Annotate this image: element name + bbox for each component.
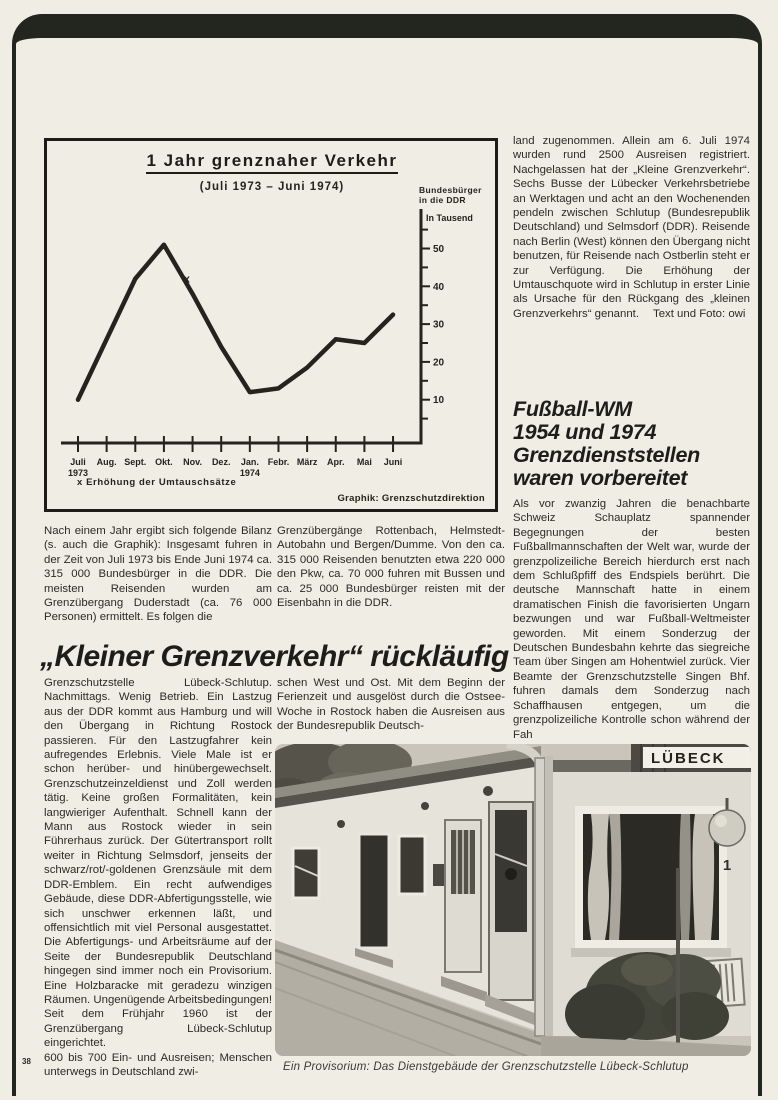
x-tick-label: Dez.: [211, 457, 231, 467]
y-tick-label: 50: [433, 244, 445, 255]
x-tick-label: Apr.: [327, 457, 345, 467]
x-tick-label: Sept.: [124, 457, 147, 467]
x-tick-label: Jan.: [240, 457, 259, 467]
y-tick-label: 40: [433, 281, 445, 293]
intro-column-3: [513, 134, 750, 321]
x-tick-label: Aug.: [96, 457, 117, 467]
luebeck-sign-text: LÜBECK: [651, 750, 726, 767]
intro-paragraph-right: land zugenommen. Allein am 6. Juli 1974 wurden rund 2500 Ausreisen registriert. Nachgelassen hat der „Kleine Grenzverkehr“. Sechs Busse der Lübecker Verkehrsbetriebe an Werktagen und acht an den Wochenenden pendeln zwischen Schlutup (Bundesrepublik Deutschland) und Selmsdorf (DDR). Reisende nach Berlin (West) können den Übergang nicht benutzen, für Reisende nach Ostberlin steht er zur Verfügung. Die Erhöhung der Umtauschquote wird in Schlutup in erster Linie als Ursache für den Rückgang des „kleinen Grenzverkehrs“ genannt. Text und Foto: owi: [513, 135, 750, 320]
photo-caption: Ein Provisorium: Das Dienstgebäude der Grenzschutzstelle Lübeck-Schlutup: [283, 1061, 689, 1073]
downpipe: [535, 758, 545, 1036]
page-number: 38: [22, 1057, 31, 1066]
x-tick-label: Okt.: [155, 457, 173, 467]
door-left-1: [359, 834, 389, 948]
exchange-rate-marker: x: [183, 273, 190, 286]
pole: [676, 868, 680, 1056]
chart-footnote: x Erhöhung der Umtauschsätze: [77, 477, 237, 488]
x-tick-label: Nov.: [183, 457, 202, 467]
chart-title: 1 Jahr grenznaher Verkehr: [57, 151, 487, 171]
article2-headline: Fußball-WM 1954 und 1974 Grenzdienststellen waren vorbereitet: [513, 397, 700, 490]
chart-y-axis-unit: In Tausend: [426, 213, 473, 223]
chart-subtitle: (Juli 1973 – Juni 1974): [199, 181, 345, 193]
y-tick-label: 10: [433, 395, 445, 407]
article2-body: Als vor zwanzig Jahren die benachbarte Schweiz Schauplatz spannender Begegnungen der besten Fußballmannschaften der Welt war, wurde der grenzpolizeiliche Bereich hierdurch erst nach dem Schlußpfiff des Endspiels berührt. Die deutsche Mannschaft hatte in einem dramatischen Finish die favorisierten Ungarn bezwungen und war Fußball-Weltmeister geworden. Mit einem Sonderzug der Deutschen Bundesbahn kehrte das siegreiche Team über Singen am Hohentwiel zurück. Vier Beamte der Grenzschutzstelle Singen Bhf. fuhren damals dem Sonderzug nach Schaffhausen entgegen, um die grenzpolizeiliche Kontrolle schon während der Fah: [513, 498, 750, 741]
text-photo-credit: Text und Foto: owi: [653, 307, 746, 320]
svg-text:1974: 1974: [239, 468, 260, 478]
svg-text:1973: 1973: [67, 468, 89, 478]
traffic-chart-svg: [47, 141, 495, 509]
chart-panel: [44, 138, 498, 512]
x-tick-label: Juni: [383, 457, 403, 467]
chart-credit: Graphik: Grenzschutzdirektion: [337, 493, 485, 504]
x-tick-label: März: [296, 457, 318, 467]
x-tick-label: Juli: [70, 457, 86, 467]
y-tick-label: 20: [433, 357, 445, 369]
photo-illustration: [275, 744, 751, 1056]
x-tick-label: Mai: [356, 457, 372, 467]
article1-headline: „Kleiner Grenzverkehr“ rückläufig: [40, 640, 509, 673]
chart-y-axis-label: Bundesbürger in die DDR: [419, 185, 482, 205]
article1-column-1: Grenzschutzstelle Lübeck-Schlutup. Nachmittags. Wenig Betrieb. Ein Lastzug aus der DDR kommt aus Hamburg und will den Übergang in Richtung Rostock passieren. Für den Lastzugfahrer kein aufregendes Erlebnis. Viele Male ist er schon herüber- und hinübergewechselt. Grenzschutzeinzeldienst und Zoll werden tätig. Keine großen Formalitäten, kein langwieriger Aufenthalt. Schnell kann der Mann aus Rostock wieder in sein Führerhaus zurück. Der Gütertransport rollt weiter in Richtung Selmsdorf, jenseits der schwarz/rot/-goldenen Grenzsäule mit dem DDR-Emblem. Ein recht aufwendiges Gebäude, diese DDR-Abfertigungsstelle, wie sich unschwer erkennen läßt, und offensichtlich mit viel Personal ausgestattet. Die Abfertigungs- und Arbeitsräume auf der Seite der Bundesrepublik Deutschland hingegen sind immer noch ein Provisorium. Eine Holzbaracke mit geradezu winzigen Räumen. Ungenügende Arbeitsbedingungen! Seit dem Frühjahr 1960 ist der Grenzübergang Lübeck-Schlutup eingerichtet. 600 bis 700 Ein- und Ausreisen; Menschen unterwegs in Deutschland zwi-: [44, 677, 272, 1078]
x-tick-label: Febr.: [267, 457, 290, 467]
article1-column-2: schen West und Ost. Mit dem Beginn der Ferienzeit und ausgelöst durch die Ostsee-Woche in Rostock haben die Ausreisen aus der Bundesrepublik Deutsch-: [277, 677, 505, 733]
intro-column-1: Nach einem Jahr ergibt sich folgende Bilanz (s. auch die Graphik): Insgesamt fuhren in der Zeit von Juli 1973 bis Ende Juni 1974 ca. 315 000 Bundesbürger in die DDR. Die meisten Reisenden wurden am Grenzübergang Duderstadt (ca. 76 000 Personen) ermittelt. Es folgen die: [44, 525, 272, 624]
intro-column-2: Grenzübergänge Rottenbach, Helmstedt-Autobahn und Bergen/Dumme. Von den ca. 315 000 Reisenden benutzten etwa 220 000 den Pkw, ca. 70 000 fuhren mit Bussen und ca. 25 000 Bundesbürger reisten mit der Eisenbahn in die DDR.: [277, 525, 505, 610]
window-left-1: [293, 848, 319, 898]
photo-border-station: [275, 744, 751, 1056]
y-tick-label: 30: [433, 319, 445, 331]
chart-line: [78, 245, 393, 400]
house-number: 1: [722, 857, 732, 874]
corner-shadow: [545, 756, 553, 1036]
lamp-globe: [709, 810, 745, 846]
window-left-2: [399, 836, 425, 894]
